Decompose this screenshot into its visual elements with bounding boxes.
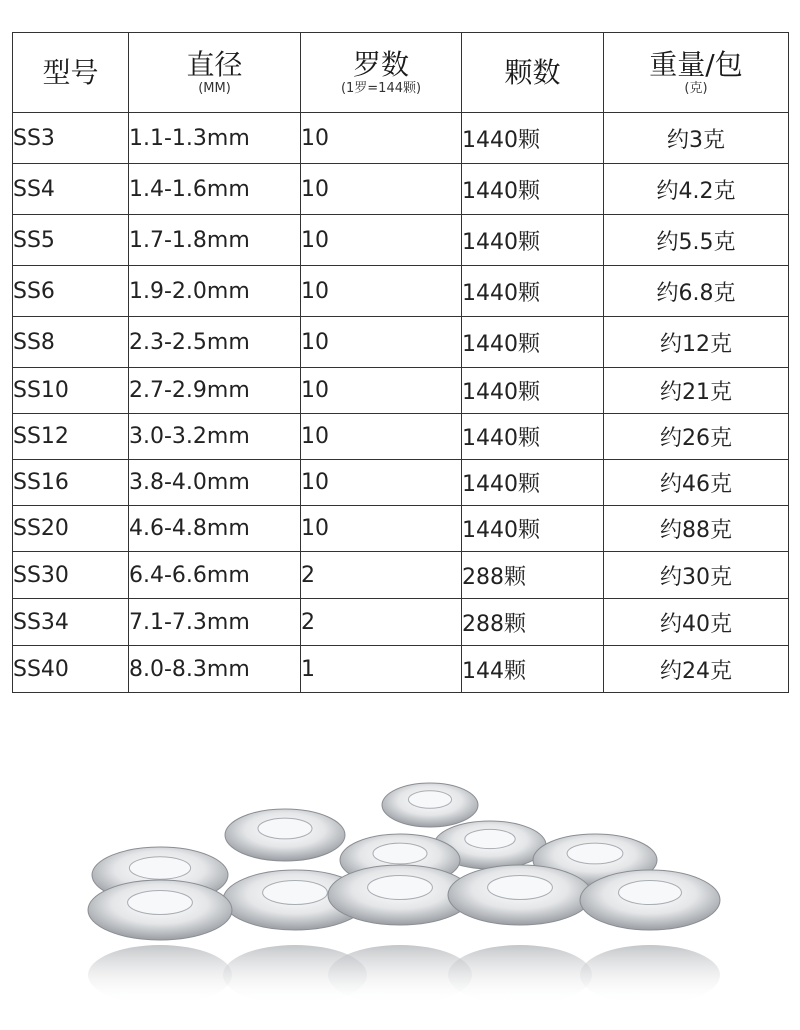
column-header-title: 罗数: [352, 47, 409, 81]
column-header-unit: (克): [684, 80, 708, 96]
rhinestone-table-facet: [129, 857, 190, 879]
model-cell: SS3: [13, 113, 129, 164]
gross-count-cell: 10: [301, 266, 462, 317]
weight-cell: 约40克: [604, 599, 789, 646]
weight-cell: 约21克: [604, 368, 789, 414]
column-header-title: 直径: [186, 47, 243, 81]
table-row: [13, 599, 789, 646]
weight-cell: 约46克: [604, 460, 789, 506]
weight-cell: 约4.2克: [604, 164, 789, 215]
model-cell: SS10: [13, 368, 129, 414]
weight-cell: 约12克: [604, 317, 789, 368]
piece-count-cell: 1440颗: [462, 113, 604, 164]
piece-count-cell: 288颗: [462, 552, 604, 599]
rhinestones-photo: [70, 760, 750, 1025]
column-header-title: 颗数: [504, 55, 561, 89]
model-cell: SS40: [13, 646, 129, 693]
table-row: [13, 368, 789, 414]
gross-count-cell: 10: [301, 414, 462, 460]
model-cell: SS5: [13, 215, 129, 266]
table-row: [13, 113, 789, 164]
column-header-unit: (1罗=144颗): [340, 80, 422, 96]
rhinestone-table-facet: [258, 818, 312, 839]
rhinestone-table-facet: [488, 876, 553, 900]
table-row: [13, 266, 789, 317]
gross-count-cell: 10: [301, 317, 462, 368]
diameter-cell: 1.9-2.0mm: [129, 266, 301, 317]
header-row: [13, 33, 789, 113]
spec-table-header: [13, 33, 789, 113]
spec-table-body: [13, 113, 789, 693]
rhinestone-table-facet: [263, 881, 328, 905]
rhinestone-reflection: [580, 945, 720, 1005]
piece-count-cell: 1440颗: [462, 317, 604, 368]
gross-count-cell: 2: [301, 552, 462, 599]
column-header: [129, 33, 301, 113]
gross-count-cell: 10: [301, 164, 462, 215]
table-row: [13, 414, 789, 460]
model-cell: SS30: [13, 552, 129, 599]
piece-count-cell: 1440颗: [462, 164, 604, 215]
piece-count-cell: 1440颗: [462, 414, 604, 460]
column-header: [301, 33, 462, 113]
piece-count-cell: 288颗: [462, 599, 604, 646]
column-header: [462, 33, 604, 113]
column-header-title: 重量/包: [649, 47, 743, 81]
rhinestone-table-facet: [368, 876, 433, 900]
gross-count-cell: 10: [301, 113, 462, 164]
table-row: [13, 460, 789, 506]
rhinestone-table-facet: [408, 791, 451, 809]
weight-cell: 约88克: [604, 506, 789, 552]
gross-count-cell: 2: [301, 599, 462, 646]
model-cell: SS20: [13, 506, 129, 552]
rhinestone-table-facet: [619, 881, 682, 905]
model-cell: SS8: [13, 317, 129, 368]
column-header-unit: (MM): [198, 80, 231, 96]
diameter-cell: 7.1-7.3mm: [129, 599, 301, 646]
weight-cell: 约26克: [604, 414, 789, 460]
piece-count-cell: 1440颗: [462, 460, 604, 506]
rhinestone-table-facet: [373, 843, 427, 864]
diameter-cell: 2.3-2.5mm: [129, 317, 301, 368]
table-row: [13, 215, 789, 266]
diameter-cell: 4.6-4.8mm: [129, 506, 301, 552]
gross-count-cell: 1: [301, 646, 462, 693]
gross-count-cell: 10: [301, 460, 462, 506]
diameter-cell: 3.8-4.0mm: [129, 460, 301, 506]
gem-group: [88, 783, 720, 1005]
model-cell: SS4: [13, 164, 129, 215]
rhinestone-table-facet: [567, 843, 623, 864]
diameter-cell: 8.0-8.3mm: [129, 646, 301, 693]
table-row: [13, 164, 789, 215]
column-header: [604, 33, 789, 113]
diameter-cell: 1.7-1.8mm: [129, 215, 301, 266]
piece-count-cell: 1440颗: [462, 368, 604, 414]
rhinestone-reflection: [448, 945, 592, 1005]
model-cell: SS6: [13, 266, 129, 317]
table-row: [13, 552, 789, 599]
weight-cell: 约5.5克: [604, 215, 789, 266]
piece-count-cell: 1440颗: [462, 506, 604, 552]
weight-cell: 约24克: [604, 646, 789, 693]
table-row: [13, 317, 789, 368]
gross-count-cell: 10: [301, 506, 462, 552]
weight-cell: 约6.8克: [604, 266, 789, 317]
model-cell: SS12: [13, 414, 129, 460]
piece-count-cell: 1440颗: [462, 266, 604, 317]
piece-count-cell: 1440颗: [462, 215, 604, 266]
weight-cell: 约30克: [604, 552, 789, 599]
table-row: [13, 646, 789, 693]
diameter-cell: 2.7-2.9mm: [129, 368, 301, 414]
diameter-cell: 6.4-6.6mm: [129, 552, 301, 599]
spec-table: [12, 32, 789, 693]
table-row: [13, 506, 789, 552]
piece-count-cell: 144颗: [462, 646, 604, 693]
diameter-cell: 3.0-3.2mm: [129, 414, 301, 460]
rhinestone-reflection: [88, 945, 232, 1005]
diameter-cell: 1.4-1.6mm: [129, 164, 301, 215]
column-header: [13, 33, 129, 113]
rhinestone-table-facet: [465, 829, 515, 848]
gross-count-cell: 10: [301, 215, 462, 266]
gross-count-cell: 10: [301, 368, 462, 414]
rhinestone-table-facet: [128, 891, 193, 915]
model-cell: SS34: [13, 599, 129, 646]
column-header-title: 型号: [42, 55, 99, 89]
model-cell: SS16: [13, 460, 129, 506]
diameter-cell: 1.1-1.3mm: [129, 113, 301, 164]
weight-cell: 约3克: [604, 113, 789, 164]
